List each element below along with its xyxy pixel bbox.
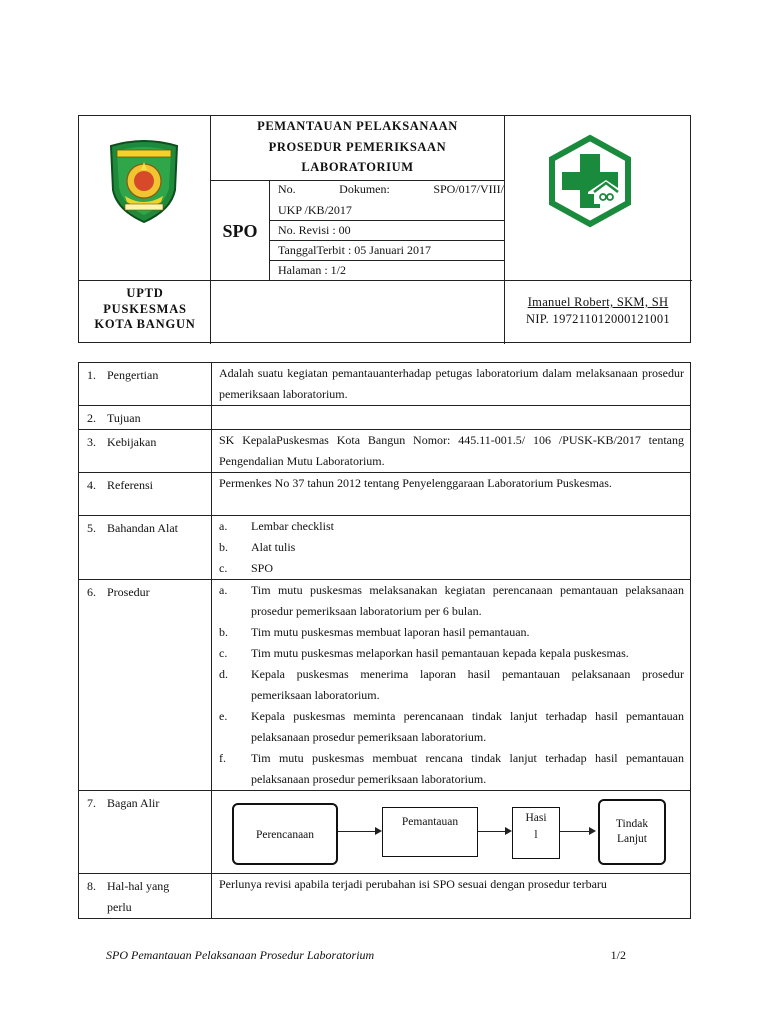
flow-connector	[560, 831, 590, 832]
list-item: f. Tim mutu puskesmas membuat rencana tindak lanjut terhadap hasil pemantauan pelaksanaan prosedur pemeriksaan laboratorium.	[219, 751, 684, 786]
section-label: Kebijakan	[107, 435, 157, 449]
doc-number-label-2: Dokumen:	[339, 182, 390, 196]
page-number: Halaman : 1/2	[278, 263, 346, 277]
footer-title: SPO Pemantauan Pelaksanaan Prosedur Laboratorium	[106, 948, 375, 962]
title-line-2: PROSEDUR PEMERIKSAAN	[268, 139, 447, 154]
section-number: 7.	[87, 796, 96, 810]
title-line-1: PEMANTAUAN PELAKSANAAN	[257, 119, 458, 133]
section-text	[212, 406, 691, 430]
section-label: Referensi	[107, 478, 153, 492]
org-line-2: PUSKESMAS	[103, 301, 187, 316]
flow-step-tindak-lanjut: Tindak Lanjut	[598, 799, 666, 865]
section-number: 1.	[87, 368, 96, 382]
organization-name	[79, 286, 211, 333]
doc-number-label: No.	[278, 182, 296, 196]
flow-step-hasil: Hasi l	[512, 807, 560, 859]
section-hal-hal-perlu	[79, 874, 691, 919]
list-item: c. SPO	[219, 561, 274, 575]
org-line-3: KOTA BANGUN	[94, 317, 196, 331]
section-label: Pengertian	[107, 368, 159, 382]
section-prosedur	[79, 580, 691, 791]
section-label-cont: perlu	[107, 900, 132, 914]
list-item: b. Tim mutu puskesmas membuat laporan hasil pemantauan.	[219, 625, 530, 639]
section-number: 4.	[87, 478, 96, 492]
section-text: Permenkes No 37 tahun 2012 tentang Penyelenggaraan Laboratorium Puskesmas.	[212, 473, 691, 516]
section-number: 5.	[87, 521, 96, 535]
flow-step-perencanaan: Perencanaan	[232, 803, 338, 865]
flowchart	[212, 791, 690, 871]
list-item: c. Tim mutu puskesmas melaporkan hasil pemantauan kepada kepala puskesmas.	[219, 646, 629, 660]
document-header	[78, 115, 691, 343]
list-item: a. Lembar checklist	[219, 519, 334, 533]
doc-number-value-2: UKP /KB/2017	[278, 202, 352, 217]
puskesmas-logo-icon	[544, 134, 636, 228]
title-line-3: LABORATORIUM	[301, 160, 414, 174]
spo-label: SPO	[222, 220, 258, 241]
flow-connector	[338, 831, 376, 832]
footer-page: 1/2	[610, 948, 626, 962]
doc-number	[278, 179, 504, 220]
section-text: SK KepalaPuskesmas Kota Bangun Nomor: 445.11-001.5/ 106 /PUSK-KB/2017 tentang Pengendalian Mutu Laboratorium.	[212, 430, 691, 473]
list-item: d. Kepala puskesmas menerima laporan hasil pemantauan pelaksanaan prosedur pemeriksaan laboratorium.	[219, 667, 684, 702]
section-number: 6.	[87, 585, 96, 599]
section-bahan-alat	[79, 516, 691, 580]
section-text: Perlunya revisi apabila terjadi perubahan isi SPO sesuai dengan prosedur terbaru	[212, 874, 691, 919]
section-label: Prosedur	[107, 585, 150, 599]
section-text: Adalah suatu kegiatan pemantauanterhadap petugas laboratorium dalam melaksanaan prosedur pemeriksaan laboratorium.	[212, 363, 691, 406]
list-item: b. Alat tulis	[219, 540, 296, 554]
page-footer	[106, 948, 626, 963]
regency-emblem-icon	[103, 138, 185, 224]
arrow-right-icon	[375, 827, 382, 835]
spo-content-table	[78, 362, 691, 919]
section-label: Tujuan	[107, 411, 141, 425]
section-referensi	[79, 473, 691, 516]
signer-nip: NIP. 197211012000121001	[526, 312, 670, 326]
section-tujuan	[79, 406, 691, 430]
issue-date: TanggalTerbit : 05 Januari 2017	[278, 243, 431, 257]
document-title	[211, 116, 504, 182]
section-label: Hal-hal yang	[107, 879, 170, 893]
section-number: 2.	[87, 411, 96, 425]
section-label: Bagan Alir	[107, 796, 160, 810]
arrow-right-icon	[589, 827, 596, 835]
flow-step-pemantauan: Pemantauan	[382, 807, 478, 857]
signer-name: Imanuel Robert, SKM, SH	[527, 295, 669, 309]
arrow-right-icon	[505, 827, 512, 835]
section-number: 8.	[87, 879, 96, 893]
signatory	[504, 294, 692, 328]
org-line-1: UPTD	[126, 286, 164, 300]
flow-connector	[478, 831, 506, 832]
list-item: a. Tim mutu puskesmas melaksanakan kegiatan perencanaan pemantauan pelaksanaan prosedur pemeriksaan laboratorium per 6 bulan.	[219, 583, 684, 618]
revision-number: No. Revisi : 00	[278, 223, 351, 237]
section-pengertian	[79, 363, 691, 406]
list-item: e. Kepala puskesmas meminta perencanaan tindak lanjut terhadap hasil pemantauan pelaksanaan prosedur pemeriksaan laboratorium.	[219, 709, 684, 744]
section-number: 3.	[87, 435, 96, 449]
doc-number-value: SPO/017/VIII/	[433, 182, 504, 196]
section-bagan-alir	[79, 791, 691, 874]
section-label: Bahandan Alat	[107, 521, 178, 535]
section-kebijakan	[79, 430, 691, 473]
